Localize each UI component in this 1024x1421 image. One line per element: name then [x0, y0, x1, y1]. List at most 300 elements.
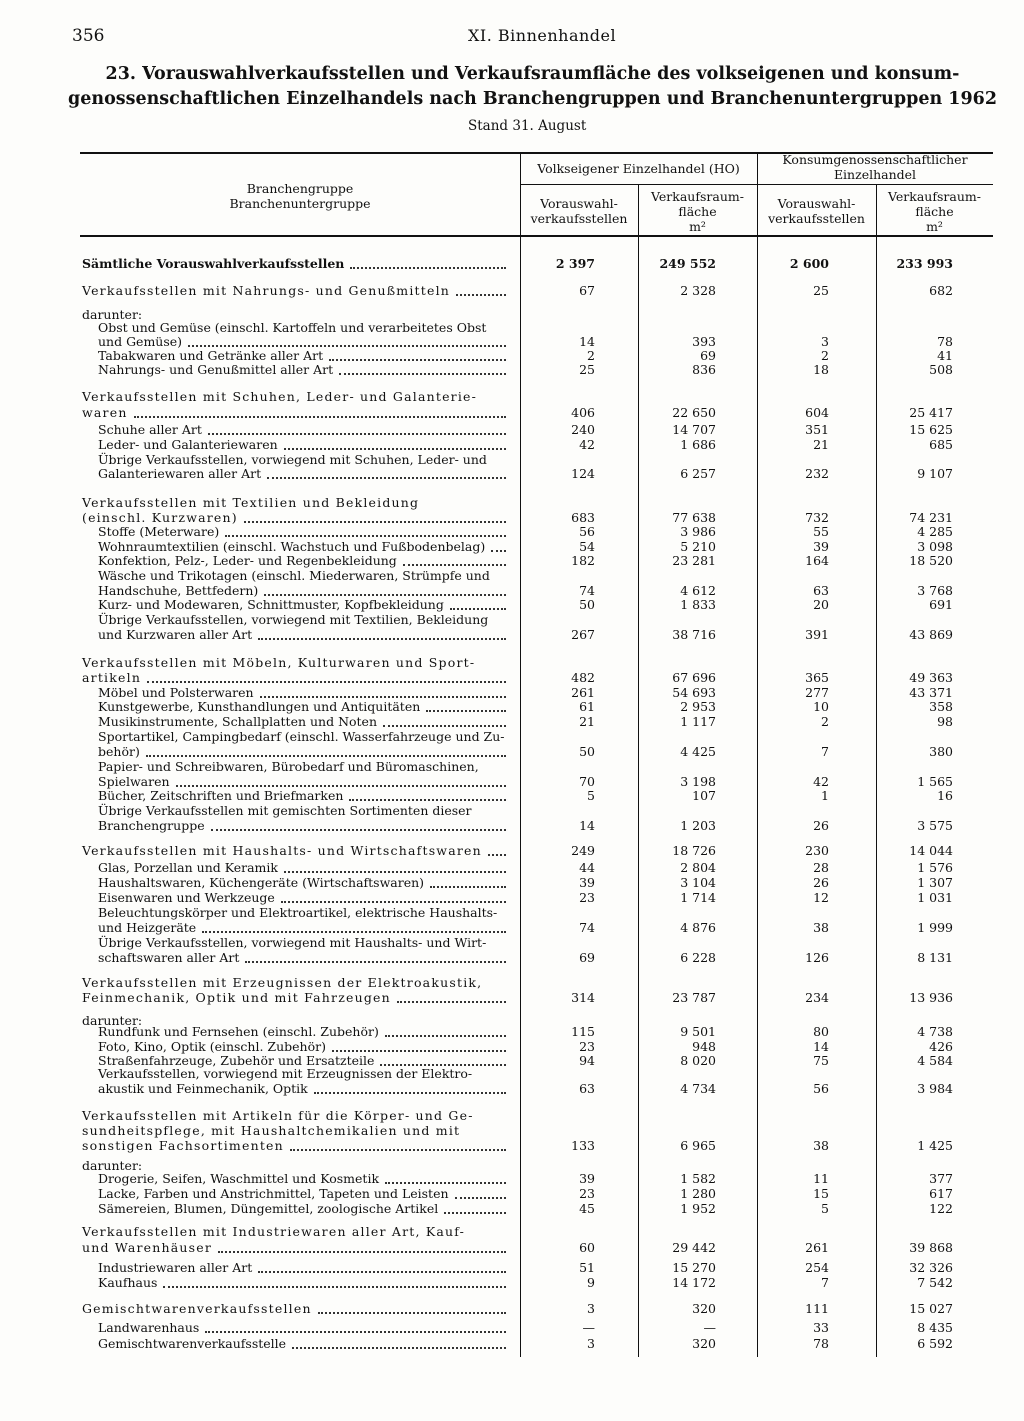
column-header-area-ho [638, 189, 757, 234]
row-value: 9 501 [680, 1024, 716, 1039]
row-value: 54 693 [672, 685, 716, 700]
row-label: Kunstgewerbe, Kunsthandlungen und Antiquitäten [98, 699, 421, 714]
row-value: 508 [929, 362, 953, 377]
column-header-line: fläche [678, 204, 717, 219]
row-label: Übrige Verkaufsstellen, vorwiegend mit Schuhen, Leder- und [98, 452, 487, 467]
row-label: Gemischtwarenverkaufsstellen [82, 1301, 312, 1316]
row-value: 3 [587, 1301, 595, 1316]
row-value: 232 [805, 466, 829, 481]
leader-dots [146, 755, 506, 757]
leader-dots [397, 1001, 506, 1003]
leader-dots [281, 901, 506, 903]
row-value: 314 [571, 990, 595, 1005]
row-value: 5 210 [680, 539, 716, 554]
row-value: 38 [813, 1138, 829, 1153]
column-header-line: verkaufsstellen [530, 211, 628, 226]
row-value: 617 [929, 1186, 953, 1201]
row-value: 63 [579, 1081, 595, 1096]
row-label: Kaufhaus [98, 1275, 158, 1290]
row-label: Übrige Verkaufsstellen mit gemischten Sortimenten dieser [98, 803, 472, 818]
row-label: Lacke, Farben und Anstrichmittel, Tapeten und Leisten [98, 1186, 449, 1201]
row-value: 21 [813, 437, 829, 452]
row-label: Industriewaren aller Art [98, 1260, 253, 1275]
leader-dots [188, 345, 506, 347]
row-value: 74 231 [909, 510, 953, 525]
row-value: 240 [571, 422, 595, 437]
row-value: 61 [579, 699, 595, 714]
row-value: 8 131 [917, 950, 953, 965]
column-header-line: Verkaufsraum- [888, 189, 981, 204]
row-value: 1 686 [680, 437, 716, 452]
leader-dots [329, 359, 506, 361]
row-value: 122 [929, 1201, 953, 1216]
row-label: Gemischtwarenverkaufsstelle [98, 1336, 287, 1351]
row-label: Musikinstrumente, Schallplatten und Noten [98, 714, 378, 729]
row-value: 98 [937, 714, 953, 729]
row-value: 2 397 [555, 256, 595, 271]
row-value: 16 [937, 788, 953, 803]
page-number: 356 [72, 26, 105, 46]
column-header-line: Verkaufsraum- [651, 189, 744, 204]
leader-dots [426, 710, 506, 712]
row-label: Galanteriewaren aller Art [98, 466, 262, 481]
row-value: 6 592 [917, 1336, 953, 1351]
title-line-2: genossenschaftlichen Einzelhandels nach Branchengruppen und Branchenuntergruppen 1962 [67, 89, 998, 109]
row-label: Landwarenhaus [98, 1320, 200, 1335]
row-value: 261 [805, 1240, 829, 1255]
row-value: 426 [929, 1039, 953, 1054]
row-label: Branchengruppe [98, 818, 205, 833]
row-label: Wohnraumtextilien (einschl. Wachstuch und Fußbodenbelag) [98, 539, 486, 554]
row-value: 77 638 [672, 510, 716, 525]
row-value: 70 [579, 774, 595, 789]
row-value: 732 [805, 510, 829, 525]
row-value: 6 257 [680, 466, 716, 481]
row-value: 267 [571, 627, 595, 642]
row-value: 21 [579, 714, 595, 729]
row-value: 164 [805, 553, 829, 568]
row-value: 15 270 [672, 1260, 716, 1275]
column-header-line: fläche [915, 204, 954, 219]
row-value: 42 [579, 437, 595, 452]
row-label: und Kurzwaren aller Art [98, 627, 253, 642]
row-label: Konfektion, Pelz-, Leder- und Regenbekleidung [98, 553, 397, 568]
leader-dots [225, 535, 506, 537]
row-value: 1 714 [680, 890, 716, 905]
row-label: Verkaufsstellen mit Industriewaren aller Art, Kauf- [82, 1224, 466, 1239]
row-label: Übrige Verkaufsstellen, vorwiegend mit Textilien, Bekleidung [98, 612, 489, 627]
column-header-stores-konsum [757, 196, 876, 226]
row-label: Bücher, Zeitschriften und Briefmarken [98, 788, 344, 803]
row-label: Sämtliche Vorauswahlverkaufsstellen [82, 256, 345, 271]
row-value: 14 [579, 818, 595, 833]
leader-dots [245, 961, 506, 963]
row-value: 41 [937, 348, 953, 363]
leader-dots [208, 433, 506, 435]
row-value: 43 371 [909, 685, 953, 700]
leader-dots [385, 1182, 506, 1184]
row-label: waren [82, 405, 128, 420]
row-value: 230 [805, 843, 829, 858]
row-label: Wäsche und Trikotagen (einschl. Miederwaren, Strümpfe und [98, 568, 490, 583]
row-value: 1 117 [680, 714, 716, 729]
row-value: 254 [805, 1260, 829, 1275]
row-label: Verkaufsstellen mit Schuhen, Leder- und Galanterie- [82, 389, 478, 404]
row-value: 1 576 [917, 860, 953, 875]
row-label: und Gemüse) [98, 334, 183, 349]
row-value: 25 [813, 283, 829, 298]
leader-dots [318, 1312, 506, 1314]
row-value: 6 965 [680, 1138, 716, 1153]
row-value: 7 [821, 1275, 829, 1290]
row-value: 111 [805, 1301, 829, 1316]
row-value: 1 833 [680, 597, 716, 612]
row-value: 1 203 [680, 818, 716, 833]
row-value: 261 [571, 685, 595, 700]
row-label: Papier- und Schreibwaren, Bürobedarf und Büromaschinen, [98, 759, 479, 774]
row-value: 4 285 [917, 524, 953, 539]
row-value: 3 984 [917, 1081, 953, 1096]
row-value: 234 [805, 990, 829, 1005]
leader-dots [258, 638, 506, 640]
row-label: Stoffe (Meterware) [98, 524, 220, 539]
row-value: 32 326 [909, 1260, 953, 1275]
stub-header-line-2: Branchenuntergruppe [229, 196, 371, 211]
row-label: Eisenwaren und Werkzeuge [98, 890, 275, 905]
row-label: Rundfunk und Fernsehen (einschl. Zubehör) [98, 1024, 379, 1039]
row-label: sundheitspflege, mit Haushaltchemikalien und mit [82, 1123, 461, 1138]
row-value: 4 612 [680, 583, 716, 598]
column-header-line: m² [689, 219, 706, 234]
row-label: Feinmechanik, Optik und mit Fahrzeugen [82, 990, 391, 1005]
header-bottom-rule [80, 235, 993, 237]
row-value: 63 [813, 583, 829, 598]
row-value: 8 435 [917, 1320, 953, 1335]
row-value: 683 [571, 510, 595, 525]
title-line-1: 23. Vorauswahlverkaufsstellen und Verkaufsraumfläche des volkseigenen und konsum- [105, 64, 960, 84]
leader-dots [444, 1212, 506, 1214]
row-value: 133 [571, 1138, 595, 1153]
row-value: 50 [579, 597, 595, 612]
row-label: und Warenhäuser [82, 1240, 213, 1255]
leader-dots [385, 1035, 506, 1037]
row-value: 3 [587, 1336, 595, 1351]
leader-dots [292, 1347, 506, 1349]
row-value: 2 804 [680, 860, 716, 875]
row-value: 54 [579, 539, 595, 554]
row-value: 182 [571, 553, 595, 568]
row-value: 67 696 [672, 670, 716, 685]
column-header-line: m² [926, 219, 943, 234]
row-value: 1 307 [917, 875, 953, 890]
leader-dots [258, 1271, 506, 1273]
row-value: 74 [579, 920, 595, 935]
row-value: 836 [692, 362, 716, 377]
row-value: 14 172 [672, 1275, 716, 1290]
row-value: 233 993 [896, 256, 953, 271]
row-value: 39 [813, 539, 829, 554]
row-value: 26 [813, 875, 829, 890]
row-value: 56 [813, 1081, 829, 1096]
leader-dots [260, 696, 506, 698]
row-value: 7 542 [917, 1275, 953, 1290]
row-value: 29 442 [672, 1240, 716, 1255]
group-header-konsum [757, 152, 993, 182]
row-label: (einschl. Kurzwaren) [82, 510, 238, 525]
row-value: 5 [587, 788, 595, 803]
row-label: Obst und Gemüse (einschl. Kartoffeln und verarbeitetes Obst [98, 320, 487, 335]
subtitle: Stand 31. August [468, 118, 587, 134]
row-label: und Heizgeräte [98, 920, 197, 935]
row-value: 42 [813, 774, 829, 789]
row-value: 23 [579, 1039, 595, 1054]
leader-dots [267, 477, 506, 479]
row-value: 3 104 [680, 875, 716, 890]
row-value: 249 552 [659, 256, 716, 271]
row-value: 7 [821, 744, 829, 759]
row-label: darunter: [82, 1013, 143, 1028]
leader-dots [349, 799, 506, 801]
row-label: Sportartikel, Campingbedarf (einschl. Wasserfahrzeuge und Zu- [98, 729, 505, 744]
row-label: Beleuchtungskörper und Elektroartikel, elektrische Haushalts- [98, 905, 498, 920]
row-value: 115 [571, 1024, 595, 1039]
row-value: 14 [579, 334, 595, 349]
row-value: 39 868 [909, 1240, 953, 1255]
row-value: 50 [579, 744, 595, 759]
row-value: 320 [692, 1301, 716, 1316]
row-value: 23 [579, 890, 595, 905]
row-value: 9 [587, 1275, 595, 1290]
row-value: 49 363 [909, 670, 953, 685]
leader-dots [455, 1197, 506, 1199]
row-label: Nahrungs- und Genußmittel aller Art [98, 362, 334, 377]
row-value: 51 [579, 1260, 595, 1275]
row-value: 358 [929, 699, 953, 714]
leader-dots [264, 594, 506, 596]
row-label: Verkaufsstellen mit Textilien und Bekleidung [82, 495, 420, 510]
row-label: Tabakwaren und Getränke aller Art [98, 348, 324, 363]
leader-dots [430, 886, 506, 888]
row-value: 1 031 [917, 890, 953, 905]
row-value: 2 [587, 348, 595, 363]
row-value: 380 [929, 744, 953, 759]
row-value: 4 425 [680, 744, 716, 759]
column-header-area-konsum [876, 189, 993, 234]
leader-dots [163, 1286, 506, 1288]
row-value: 18 726 [672, 843, 716, 858]
row-value: 39 [579, 1171, 595, 1186]
row-label: Möbel und Polsterwaren [98, 685, 254, 700]
row-value: — [703, 1320, 716, 1335]
column-header-line: Vorauswahl- [777, 196, 856, 211]
row-value: 320 [692, 1336, 716, 1351]
row-label: sonstigen Fachsortimenten [82, 1138, 284, 1153]
row-value: 18 [813, 362, 829, 377]
row-value: 8 020 [680, 1053, 716, 1068]
running-head: XI. Binnenhandel [468, 26, 617, 45]
row-label: akustik und Feinmechanik, Optik [98, 1081, 308, 1096]
row-value: 1 952 [680, 1201, 716, 1216]
row-value: 2 600 [789, 256, 829, 271]
row-value: 3 575 [917, 818, 953, 833]
leader-dots [176, 785, 506, 787]
row-value: 74 [579, 583, 595, 598]
row-value: 33 [813, 1320, 829, 1335]
leader-dots [284, 448, 506, 450]
row-label: Verkaufsstellen mit Artikeln für die Körper- und Ge- [82, 1108, 474, 1123]
row-label: Handschuhe, Bettfedern) [98, 583, 259, 598]
row-label: Schuhe aller Art [98, 422, 202, 437]
group-header-konsum-line-1: Konsumgenossenschaftlicher [782, 152, 968, 167]
row-value: 23 787 [672, 990, 716, 1005]
row-value: 25 417 [909, 405, 953, 420]
row-value: 26 [813, 818, 829, 833]
row-label: Leder- und Galanteriewaren [98, 437, 278, 452]
row-value: 20 [813, 597, 829, 612]
leader-dots [244, 521, 506, 523]
row-value: 43 869 [909, 627, 953, 642]
row-value: 23 281 [672, 553, 716, 568]
stub-header-line-1: Branchengruppe [246, 181, 354, 196]
row-label: Spielwaren [98, 774, 170, 789]
row-value: 94 [579, 1053, 595, 1068]
row-value: 69 [579, 950, 595, 965]
row-value: 78 [937, 334, 953, 349]
row-label: darunter: [82, 307, 143, 322]
group-header-rule [520, 184, 993, 185]
row-value: 15 [813, 1186, 829, 1201]
row-value: 10 [813, 699, 829, 714]
row-value: 948 [692, 1039, 716, 1054]
row-value: 69 [700, 348, 716, 363]
row-value: 126 [805, 950, 829, 965]
column-header-line: Vorauswahl- [540, 196, 618, 211]
column-header-line: verkaufsstellen [768, 211, 865, 226]
row-value: 5 [821, 1201, 829, 1216]
row-value: 23 [579, 1186, 595, 1201]
group-header-ho: Volkseigener Einzelhandel (HO) [537, 161, 740, 176]
row-label: Straßenfahrzeuge, Zubehör und Ersatzteile [98, 1053, 375, 1068]
row-label: artikeln [82, 670, 142, 685]
row-label: Verkaufsstellen mit Nahrungs- und Genußmitteln [82, 283, 451, 298]
row-value: 4 738 [917, 1024, 953, 1039]
leader-dots [403, 564, 506, 566]
row-value: 6 228 [680, 950, 716, 965]
row-value: 15 625 [909, 422, 953, 437]
row-label: darunter: [82, 1158, 143, 1173]
row-value: 4 734 [680, 1081, 716, 1096]
row-value: 67 [579, 283, 595, 298]
row-value: 249 [571, 843, 595, 858]
leader-dots [218, 1251, 506, 1253]
row-value: — [582, 1320, 595, 1335]
row-label: Verkaufsstellen mit Haushalts- und Wirtschaftswaren [82, 843, 482, 858]
leader-dots [314, 1092, 506, 1094]
row-value: 55 [813, 524, 829, 539]
row-value: 38 716 [672, 627, 716, 642]
row-value: 1 280 [680, 1186, 716, 1201]
row-value: 3 768 [917, 583, 953, 598]
group-header-konsum-line-2: Einzelhandel [833, 167, 917, 182]
row-value: 1 999 [917, 920, 953, 935]
row-label: Verkaufsstellen mit Erzeugnissen der Elektroakustik, [82, 975, 483, 990]
leader-dots [134, 416, 506, 418]
row-value: 3 098 [917, 539, 953, 554]
row-value: 2 [821, 714, 829, 729]
row-value: 482 [571, 670, 595, 685]
row-value: 39 [579, 875, 595, 890]
row-value: 2 328 [680, 283, 716, 298]
row-value: 14 [813, 1039, 829, 1054]
row-label: Verkaufsstellen mit Möbeln, Kulturwaren und Sport- [82, 655, 476, 670]
row-value: 14 044 [909, 843, 953, 858]
row-value: 1 565 [917, 774, 953, 789]
row-value: 124 [571, 466, 595, 481]
leader-dots [456, 294, 506, 296]
leader-dots [488, 854, 506, 856]
row-value: 107 [692, 788, 716, 803]
row-value: 75 [813, 1053, 829, 1068]
row-value: 2 953 [680, 699, 716, 714]
row-value: 28 [813, 860, 829, 875]
leader-dots [147, 681, 506, 683]
row-value: 691 [929, 597, 953, 612]
row-value: 15 027 [909, 1301, 953, 1316]
stub-header [200, 181, 400, 211]
row-value: 1 425 [917, 1138, 953, 1153]
row-label: schaftswaren aller Art [98, 950, 240, 965]
row-value: 18 520 [909, 553, 953, 568]
leader-dots [332, 1050, 506, 1052]
row-value: 12 [813, 890, 829, 905]
row-value: 44 [579, 860, 595, 875]
row-value: 60 [579, 1240, 595, 1255]
leader-dots [290, 1149, 506, 1151]
row-value: 45 [579, 1201, 595, 1216]
leader-dots [491, 550, 506, 552]
row-label: Haushaltswaren, Küchengeräte (Wirtschaftswaren) [98, 875, 425, 890]
row-value: 4 584 [917, 1053, 953, 1068]
row-value: 1 [821, 788, 829, 803]
leader-dots [211, 829, 506, 831]
row-label: Übrige Verkaufsstellen, vorwiegend mit Haushalts- und Wirt- [98, 935, 487, 950]
row-value: 4 876 [680, 920, 716, 935]
row-value: 377 [929, 1171, 953, 1186]
row-label: Sämereien, Blumen, Düngemittel, zoologische Artikel [98, 1201, 439, 1216]
row-value: 1 582 [680, 1171, 716, 1186]
row-value: 682 [929, 283, 953, 298]
row-value: 14 707 [672, 422, 716, 437]
row-label: Drogerie, Seifen, Waschmittel und Kosmetik [98, 1171, 380, 1186]
leader-dots [383, 725, 506, 727]
column-header-stores-ho [520, 196, 638, 226]
row-label: behör) [98, 744, 140, 759]
row-value: 685 [929, 437, 953, 452]
row-value: 406 [571, 405, 595, 420]
row-value: 9 107 [917, 466, 953, 481]
row-value: 25 [579, 362, 595, 377]
row-value: 56 [579, 524, 595, 539]
row-value: 11 [813, 1171, 829, 1186]
row-value: 3 [821, 334, 829, 349]
row-label: Glas, Porzellan und Keramik [98, 860, 278, 875]
leader-dots [350, 267, 506, 269]
row-value: 365 [805, 670, 829, 685]
leader-dots [202, 931, 506, 933]
table-title [60, 62, 1005, 112]
leader-dots [205, 1331, 506, 1333]
row-value: 13 936 [909, 990, 953, 1005]
